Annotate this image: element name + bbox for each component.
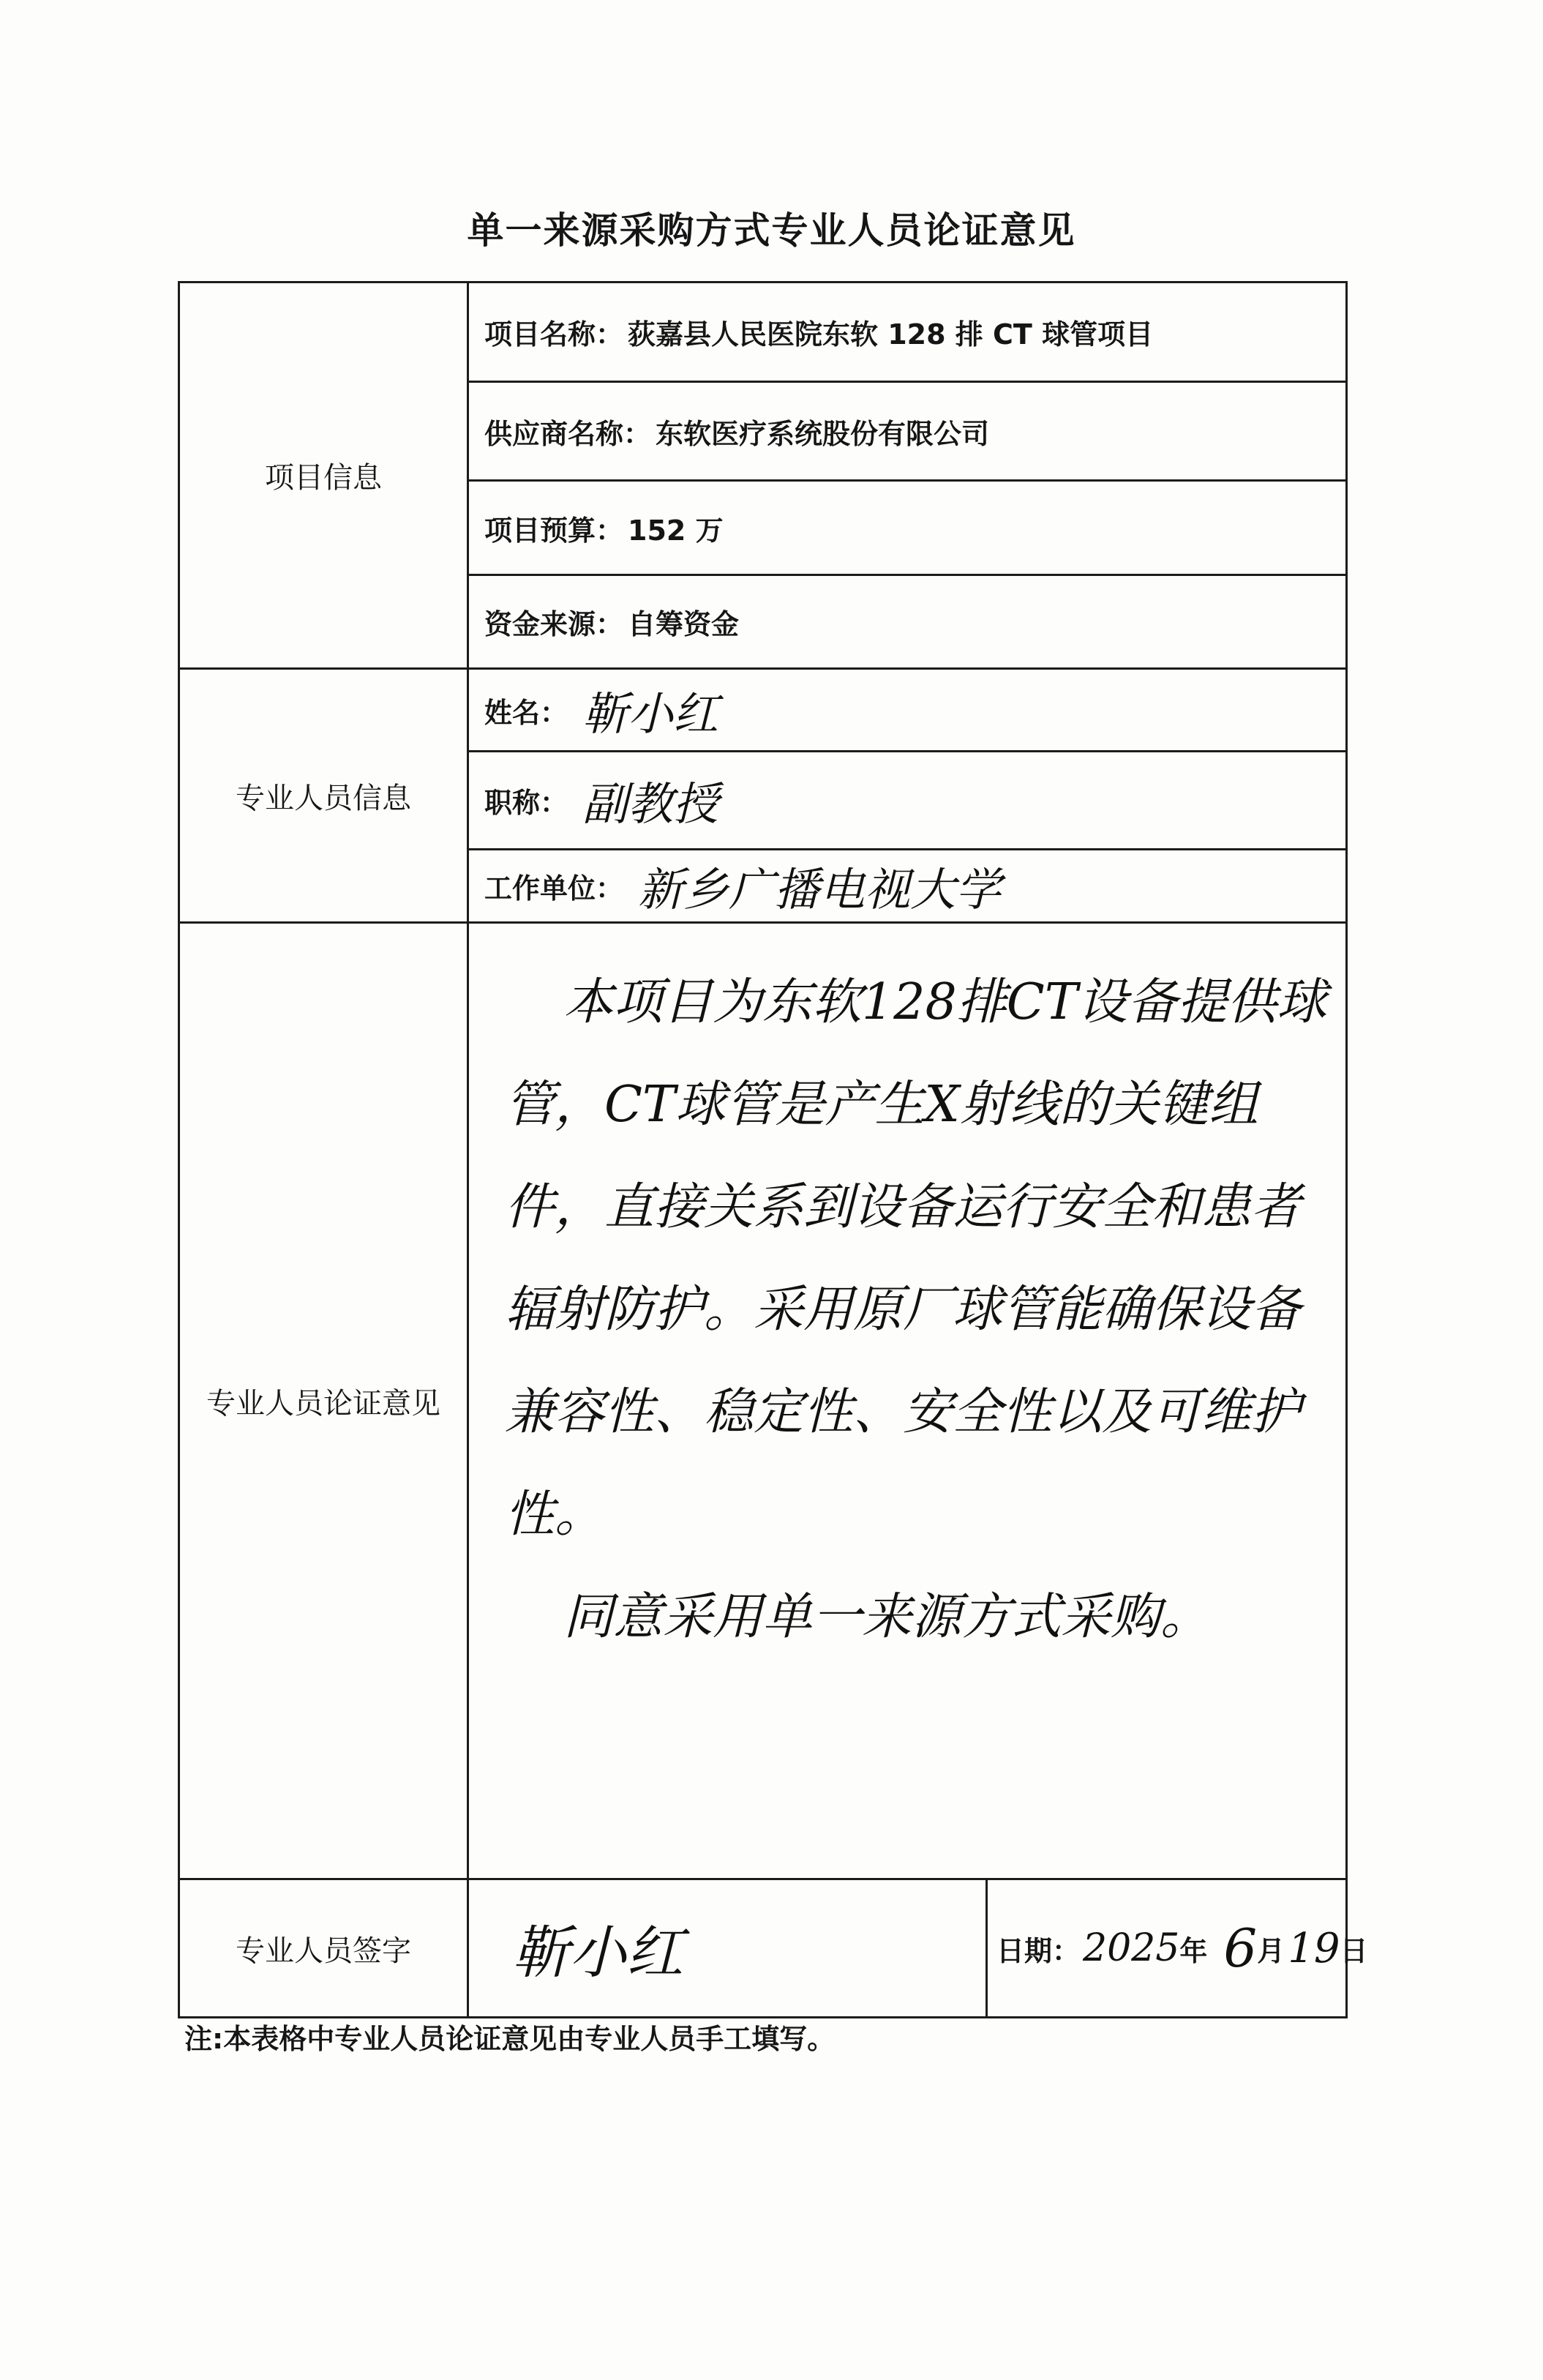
document-title: 单一来源采购方式专业人员论证意见 bbox=[467, 209, 1076, 252]
date-month-suffix: 月 bbox=[1257, 1934, 1285, 1967]
signature-field bbox=[512, 1880, 683, 2016]
person-title-label: 职称： bbox=[484, 787, 568, 819]
date-field bbox=[996, 1880, 1367, 2016]
signature-handwritten: 靳小红 bbox=[512, 1920, 684, 1986]
supplier-name-label: 供应商名称： bbox=[484, 417, 652, 450]
person-title-handwritten: 副教授 bbox=[582, 777, 719, 831]
column-divider bbox=[467, 281, 469, 2018]
project-info-label: 项目信息 bbox=[265, 461, 382, 495]
project-name-value: 荻嘉县人民医院东软 128 排 CT 球管项目 bbox=[628, 318, 1154, 351]
supplier-name-field bbox=[484, 383, 989, 479]
employer-label: 工作单位： bbox=[484, 872, 624, 905]
opinion-handwritten bbox=[505, 951, 1339, 1669]
project-name-field bbox=[484, 283, 1153, 381]
budget-label: 项目预算： bbox=[484, 514, 624, 547]
supplier-name-value: 东软医疗系统股份有限公司 bbox=[656, 417, 990, 450]
budget-value: 152 万 bbox=[628, 514, 724, 547]
signature-label: 专业人员签字 bbox=[236, 1934, 411, 1968]
date-year: 2025 bbox=[1083, 1926, 1180, 1970]
date-day-suffix: 日 bbox=[1340, 1934, 1368, 1967]
signature-date-divider bbox=[986, 1878, 988, 2018]
date-year-suffix: 年 bbox=[1179, 1934, 1208, 1967]
project-name-label: 项目名称： bbox=[484, 318, 624, 351]
person-name-field bbox=[484, 670, 718, 750]
budget-field bbox=[484, 482, 724, 574]
fund-source-value: 自筹资金 bbox=[628, 608, 740, 640]
personnel-info-label: 专业人员信息 bbox=[236, 781, 411, 815]
employer-field bbox=[484, 850, 1001, 921]
person-name-label: 姓名： bbox=[484, 696, 568, 729]
footnote: 注:本表格中专业人员论证意见由专业人员手工填写。 bbox=[184, 2023, 836, 2055]
date-day: 19 bbox=[1288, 1924, 1340, 1972]
employer-handwritten: 新乡广播电视大学 bbox=[638, 863, 1002, 916]
opinion-paragraph-2: 同意采用单一来源方式采购。 bbox=[563, 1588, 1211, 1646]
person-title-field bbox=[484, 752, 718, 848]
fund-source-label: 资金来源： bbox=[484, 608, 624, 640]
fund-source-field bbox=[484, 576, 739, 667]
opinion-paragraph-1: 本项目为东软128排CT设备提供球管，CT球管是产生X射线的关键组件，直接关系到设备运行安全和患者辐射防护。采用原厂球管能确保设备兼容性、稳定性、安全性以及可维护性。 bbox=[505, 973, 1327, 1543]
person-name-handwritten: 靳小红 bbox=[582, 686, 719, 741]
date-month: 6 bbox=[1223, 1917, 1258, 1979]
date-label: 日期： bbox=[996, 1934, 1081, 1967]
opinion-label: 专业人员论证意见 bbox=[206, 1386, 440, 1421]
